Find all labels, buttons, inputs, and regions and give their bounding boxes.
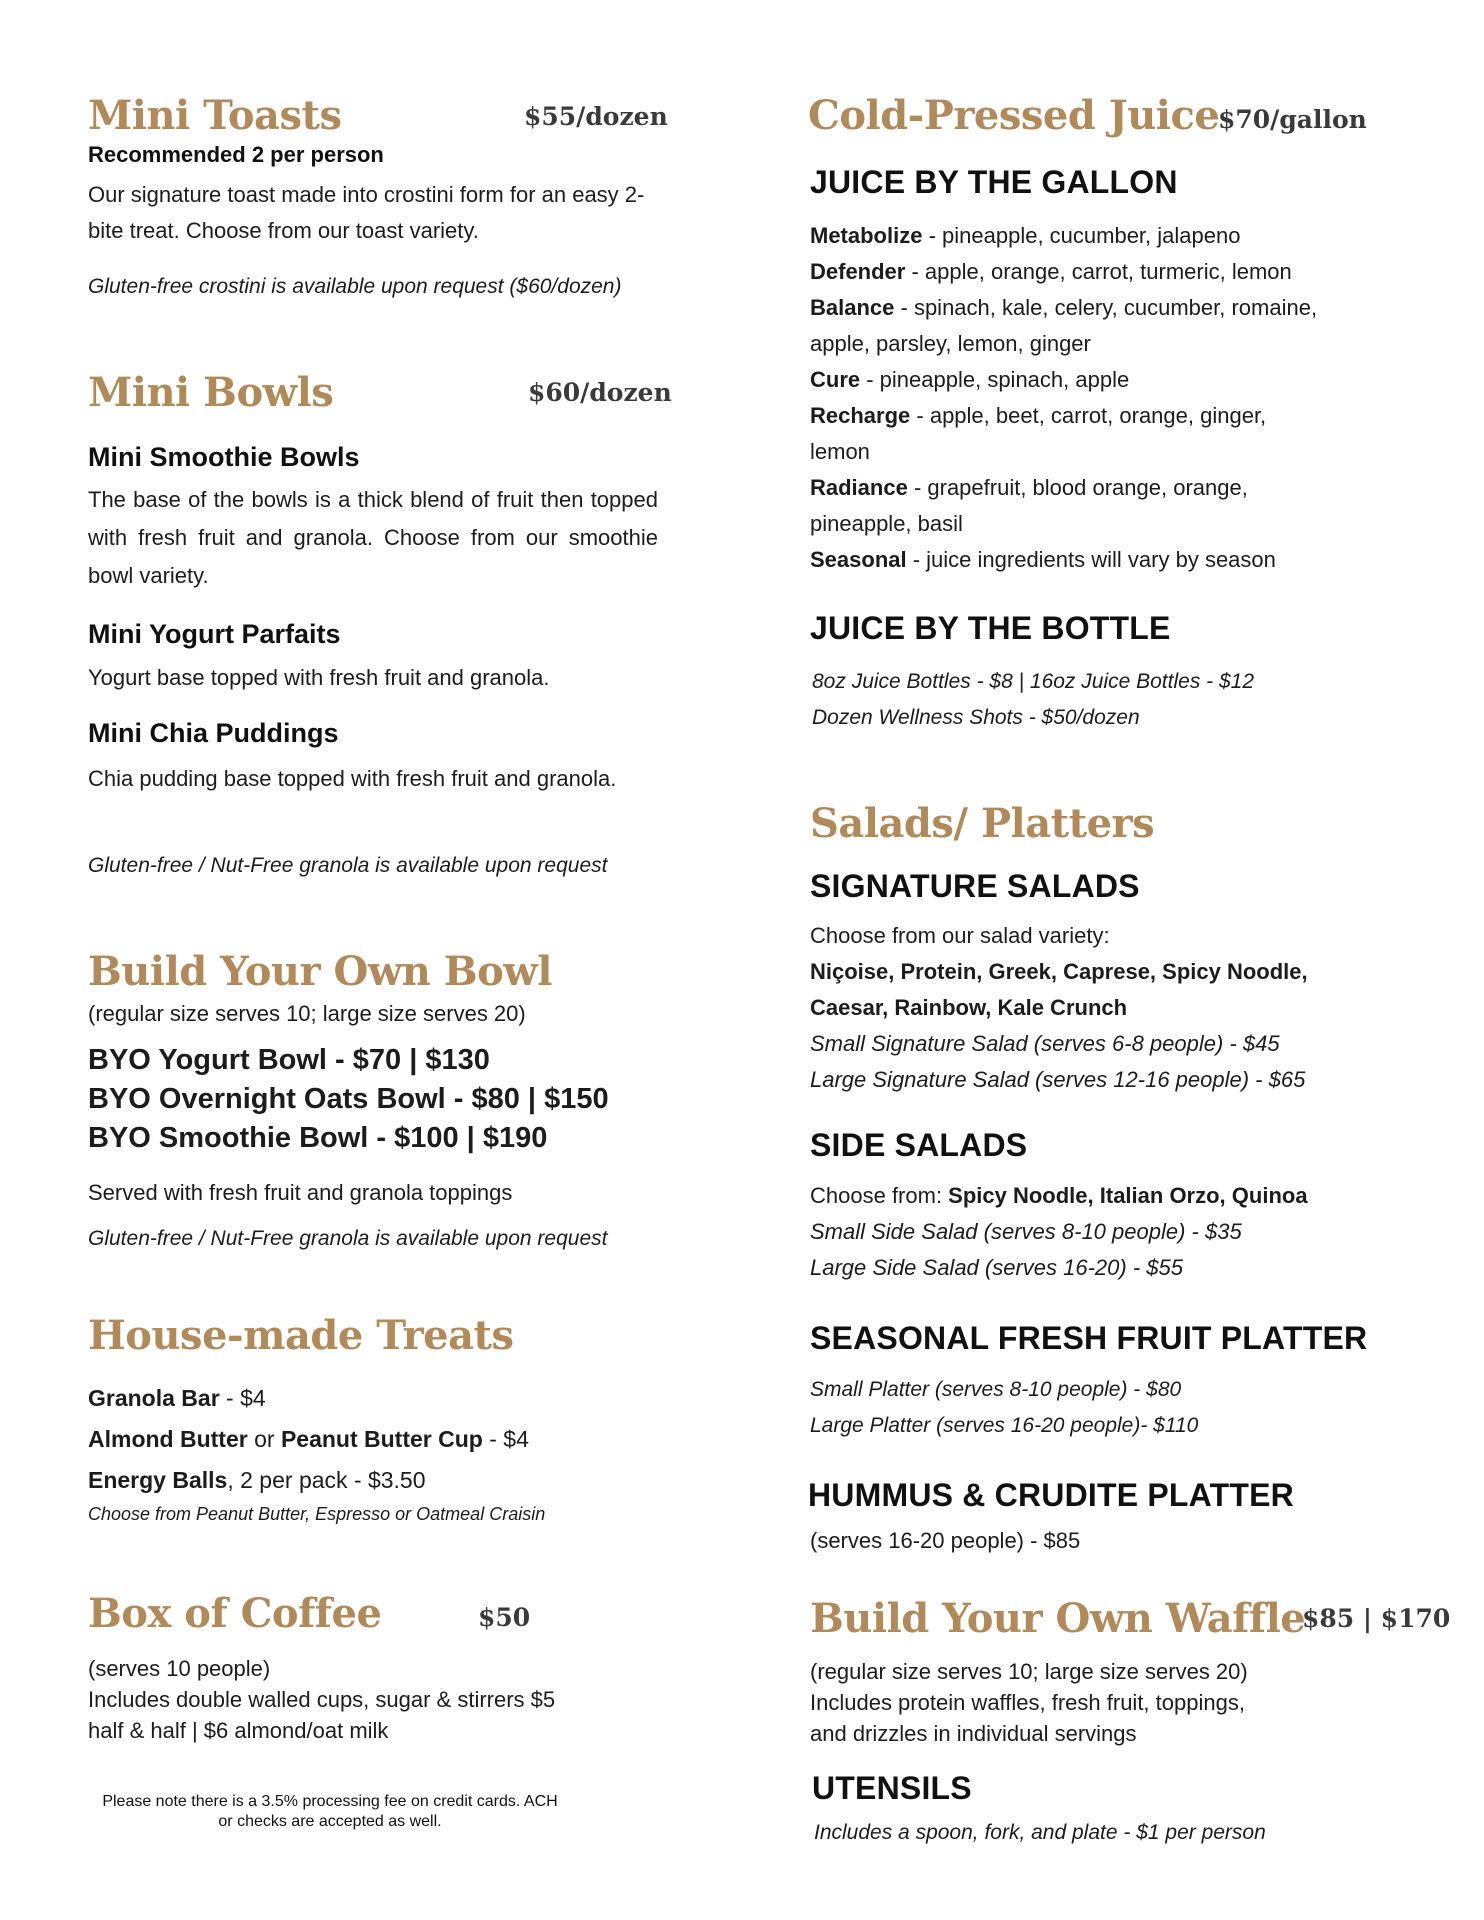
- juice-gallon-line: [810, 218, 1317, 254]
- mini-smoothie-bowls-title: Mini Smoothie Bowls: [88, 442, 360, 472]
- juice-title: Cold-Pressed Juice: [808, 92, 1220, 139]
- mini-smoothie-bowls-description: The base of the bowls is a thick blend of fruit then topped with fresh fruit and granola. Choose from our smoothie bowl variety.: [88, 487, 658, 588]
- juice-ingredients: - apple, orange, carrot, turmeric, lemon: [905, 259, 1292, 284]
- fruit-platter-details: [810, 1372, 1198, 1444]
- juice-name: Metabolize: [810, 223, 923, 248]
- byo-bowl-title: Build Your Own Bowl: [88, 948, 552, 995]
- mini-toasts-price: $55/dozen: [524, 102, 668, 131]
- juice-ingredients: - spinach, kale, celery, cucumber, romaine,: [894, 295, 1318, 320]
- mini-chia-puddings-description: Chia pudding base topped with fresh fruit and granola.: [88, 766, 617, 791]
- signature-small: Small Signature Salad (serves 6-8 people) - $45: [810, 1031, 1280, 1056]
- juice-gallon-line: [810, 434, 1317, 470]
- juice-bottle-heading: JUICE BY THE BOTTLE: [810, 610, 1171, 646]
- juice-bottle-prices: [812, 664, 1254, 736]
- signature-large: Large Signature Salad (serves 12-16 people) - $65: [810, 1067, 1306, 1092]
- coffee-price: $50: [478, 1603, 531, 1632]
- byo-bowl-sizes: (regular size serves 10; large size serves 20): [88, 1001, 526, 1026]
- mini-toasts-description: Our signature toast made into crostini form for an easy 2-bite treat. Choose from our toast variety.: [88, 182, 645, 243]
- coffee-title: Box of Coffee: [88, 1590, 382, 1637]
- juice-price: $70/gallon: [1218, 105, 1367, 134]
- juice-ingredients: - grapefruit, blood orange, orange,: [907, 475, 1248, 500]
- waffle-details: [810, 1656, 1248, 1749]
- mini-yogurt-parfaits-title: Mini Yogurt Parfaits: [88, 619, 341, 649]
- juice-name: Seasonal: [810, 547, 907, 572]
- hummus-platter-heading: HUMMUS & CRUDITE PLATTER: [808, 1477, 1294, 1513]
- side-small: Small Side Salad (serves 8-10 people) - $35: [810, 1219, 1242, 1244]
- juice-gallon-line: [810, 362, 1317, 398]
- juice-ingredients: - pineapple, spinach, apple: [860, 367, 1130, 392]
- byo-bowl-list: [88, 1041, 609, 1158]
- side-intro: Choose from: Spicy Noodle, Italian Orzo, Quinoa: [810, 1183, 1308, 1208]
- juice-gallon-list: [810, 218, 1317, 578]
- juice-name: Cure: [810, 367, 861, 392]
- mini-bowls-title: Mini Bowls: [88, 369, 334, 416]
- salads-title: Salads/ Platters: [810, 800, 1155, 847]
- signature-list: Niçoise, Protein, Greek, Caprese, Spicy Noodle,: [810, 959, 1308, 984]
- juice-gallon-line: [810, 542, 1317, 578]
- signature-list: Caesar, Rainbow, Kale Crunch: [810, 995, 1128, 1020]
- juice-ingredients: apple, parsley, lemon, ginger: [810, 331, 1091, 356]
- juice-name: Radiance: [810, 475, 908, 500]
- juice-gallon-line: [810, 506, 1317, 542]
- mini-toasts-note: Gluten-free crostini is available upon request ($60/dozen): [88, 275, 622, 298]
- side-large: Large Side Salad (serves 16-20) - $55: [810, 1255, 1183, 1280]
- signature-salads-details: [810, 918, 1308, 1098]
- mini-yogurt-parfaits-description: Yogurt base topped with fresh fruit and granola.: [88, 665, 550, 690]
- side-salads-heading: SIDE SALADS: [810, 1127, 1028, 1163]
- byo-bowl-served: Served with fresh fruit and granola toppings: [88, 1180, 513, 1205]
- mini-toasts-subtitle: Recommended 2 per person: [88, 142, 384, 167]
- waffle-price: $85 | $170: [1302, 1604, 1451, 1633]
- juice-ingredients: - pineapple, cucumber, jalapeno: [922, 223, 1241, 248]
- treat-energy-balls: Energy Balls, 2 per pack - $3.50: [88, 1467, 426, 1493]
- juice-gallon-heading: JUICE BY THE GALLON: [810, 164, 1178, 200]
- treat-butter-cup: Almond Butter or Peanut Butter Cup - $4: [88, 1426, 529, 1452]
- waffle-sizes: (regular size serves 10; large size serves 20): [810, 1659, 1248, 1684]
- mini-bowls-price: $60/dozen: [528, 378, 672, 407]
- juice-gallon-line: [810, 398, 1317, 434]
- coffee-details: [88, 1653, 555, 1746]
- juice-gallon-line: [810, 290, 1317, 326]
- byo-bowl-note: Gluten-free / Nut-Free granola is available upon request: [88, 1227, 608, 1250]
- juice-name: Recharge: [810, 403, 911, 428]
- juice-ingredients: - juice ingredients will vary by season: [906, 547, 1276, 572]
- signature-salads-heading: SIGNATURE SALADS: [810, 868, 1140, 904]
- treat-energy-note: Choose from Peanut Butter, Espresso or Oatmeal Craisin: [88, 1504, 546, 1524]
- juice-gallon-line: [810, 470, 1317, 506]
- juice-ingredients: pineapple, basil: [810, 511, 963, 536]
- treats-title: House-made Treats: [88, 1312, 514, 1359]
- juice-name: Defender: [810, 259, 906, 284]
- mini-bowls-note: Gluten-free / Nut-Free granola is available upon request: [88, 854, 608, 877]
- juice-ingredients: - apple, beet, carrot, orange, ginger,: [910, 403, 1267, 428]
- juice-gallon-line: [810, 254, 1317, 290]
- byo-bowl-item: BYO Smoothie Bowl - $100 | $190: [88, 1122, 548, 1154]
- processing-fee-note: Please note there is a 3.5% processing fee on credit cards. ACH or checks are accepted as well.: [102, 1793, 558, 1830]
- waffle-servings: and drizzles in individual servings: [810, 1721, 1137, 1746]
- fruit-large: Large Platter (serves 16-20 people)- $110: [810, 1414, 1199, 1437]
- juice-ingredients: lemon: [810, 439, 870, 464]
- mini-toasts-title: Mini Toasts: [88, 92, 342, 139]
- signature-intro: Choose from our salad variety:: [810, 923, 1110, 948]
- juice-gallon-line: [810, 326, 1317, 362]
- byo-bowl-item: BYO Overnight Oats Bowl - $80 | $150: [88, 1083, 609, 1115]
- fruit-small: Small Platter (serves 8-10 people) - $80: [810, 1378, 1182, 1401]
- coffee-includes: Includes double walled cups, sugar & stirrers $5: [88, 1687, 556, 1712]
- utensils-line: Includes a spoon, fork, and plate - $1 per person: [814, 1821, 1266, 1844]
- coffee-milk: half & half | $6 almond/oat milk: [88, 1718, 389, 1743]
- byo-bowl-item: BYO Yogurt Bowl - $70 | $130: [88, 1044, 490, 1076]
- side-salads-details: [810, 1178, 1308, 1286]
- treat-granola-bar: Granola Bar - $4: [88, 1385, 266, 1411]
- juice-bottle-line: 8oz Juice Bottles - $8 | 16oz Juice Bottles - $12: [812, 670, 1255, 693]
- fruit-platter-heading: SEASONAL FRESH FRUIT PLATTER: [810, 1320, 1368, 1356]
- coffee-serves: (serves 10 people): [88, 1656, 271, 1681]
- utensils-heading: UTENSILS: [812, 1770, 972, 1806]
- hummus-platter-line: (serves 16-20 people) - $85: [810, 1528, 1081, 1553]
- juice-name: Balance: [810, 295, 895, 320]
- waffle-title: Build Your Own Waffle: [810, 1595, 1306, 1642]
- mini-chia-puddings-title: Mini Chia Puddings: [88, 718, 339, 748]
- waffle-includes: Includes protein waffles, fresh fruit, toppings,: [810, 1690, 1245, 1715]
- juice-shots-line: Dozen Wellness Shots - $50/dozen: [812, 706, 1140, 729]
